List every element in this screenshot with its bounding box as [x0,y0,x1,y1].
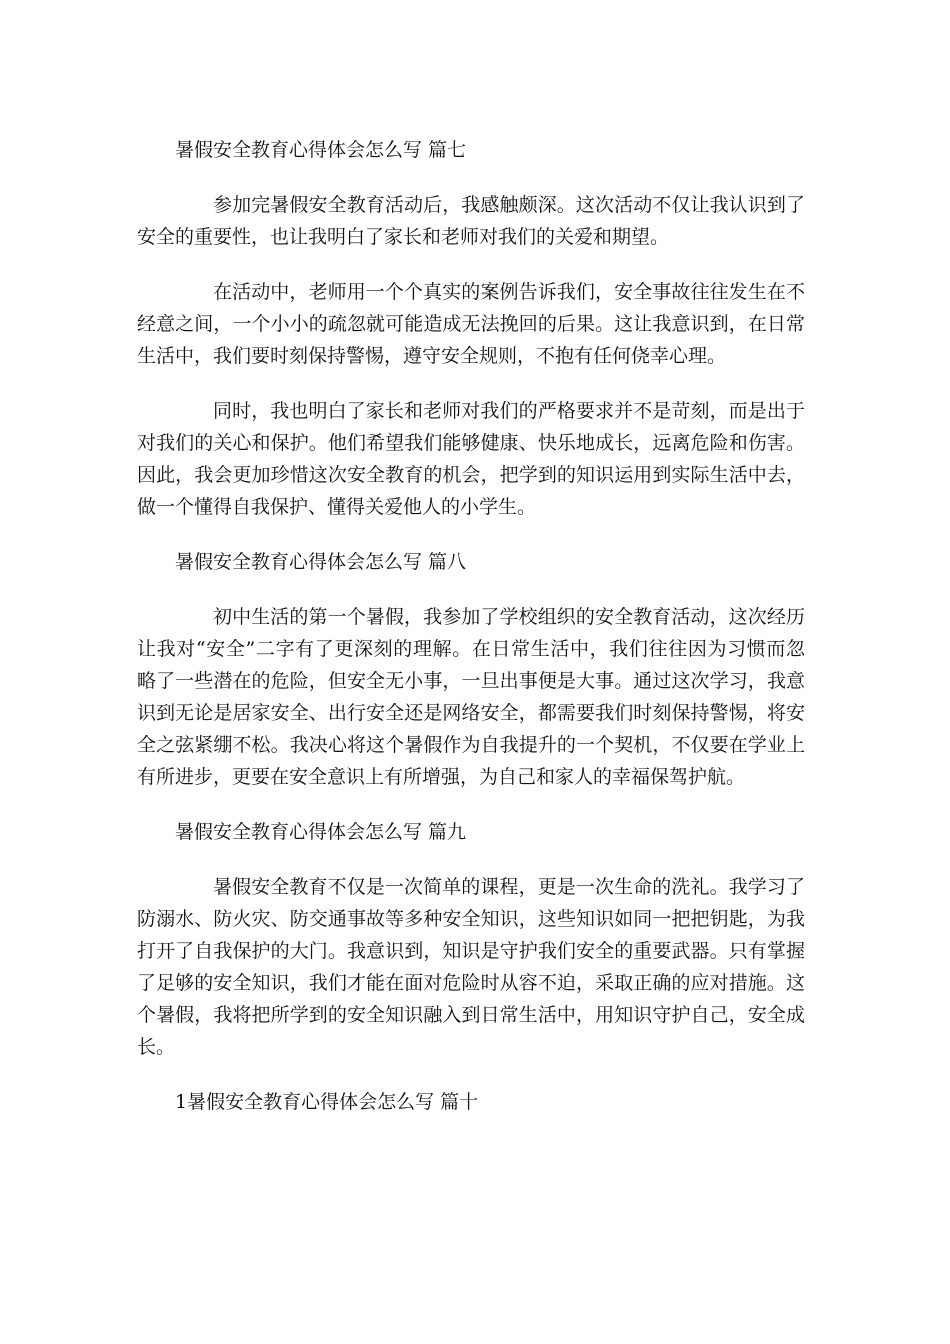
paragraph-line: 在活动中，老师用一个个真实的案例告诉我们，安全事故往往发生在不 [213,281,805,303]
paragraph [137,601,805,793]
paragraph-line: 对我们的关心和保护。他们希望我们能够健康、快乐地成长，远离危险和伤害。 [137,432,805,454]
paragraph [137,395,805,523]
paragraph-line: 暑假安全教育不仅是一次简单的课程，更是一次生命的洗礼。我学习了 [213,876,805,898]
paragraph-line: 识到无论是居家安全、出行安全还是网络安全，都需要我们时刻保持警惕，将安 [137,702,805,724]
paragraph-line: 全之弦紧绷不松。我决心将这个暑假作为自我提升的一个契机，不仅要在学业上 [137,734,805,756]
paragraph [137,276,805,372]
paragraph-line: 做一个懂得自我保护、懂得关爱他人的小学生。 [137,496,537,518]
paragraph-line: 初中生活的第一个暑假，我参加了学校组织的安全教育活动，这次经历 [213,606,805,628]
paragraph-line: 略了一些潜在的危险，但安全无小事，一旦出事便是大事。通过这次学习，我意 [137,670,805,692]
paragraph-line: 防溺水、防火灾、防交通事故等多种安全知识，这些知识如同一把把钥匙，为我 [137,908,805,930]
paragraph-line: 生活中，我们要时刻保持警惕，遵守安全规则，不抱有任何侥幸心理。 [137,345,727,367]
paragraph-line: 安全的重要性，也让我明白了家长和老师对我们的关爱和期望。 [137,226,670,248]
paragraph-line: 因此，我会更加珍惜这次安全教育的机会，把学到的知识运用到实际生活中去， [137,464,805,486]
document-body [137,134,805,1141]
paragraph-line: 有所进步，更要在安全意识上有所增强，为自己和家人的幸福保驾护航。 [137,766,746,788]
paragraph-line: 个暑假，我将把所学到的安全知识融入到日常生活中，用知识守护自己，安全成 [137,1004,805,1026]
section-heading: 暑假安全教育心得体会怎么写 篇九 [175,821,467,843]
paragraph-line: 同时，我也明白了家长和老师对我们的严格要求并不是苛刻，而是出于 [213,400,805,422]
paragraph-line: 让我对“安全”二字有了更深刻的理解。在日常生活中，我们往往因为习惯而忽 [137,638,805,660]
section-heading: 暑假安全教育心得体会怎么写 篇七 [175,139,467,161]
paragraph-line: 长。 [137,1036,176,1058]
paragraph-line: 了足够的安全知识，我们才能在面对危险时从容不迫，采取正确的应对措施。这 [137,972,805,994]
paragraph-line: 参加完暑假安全教育活动后，我感触颇深。这次活动不仅让我认识到了 [213,194,805,216]
paragraph [137,871,805,1063]
paragraph-line: 经意之间，一个小小的疏忽就可能造成无法挽回的后果。这让我意识到，在日常 [137,313,805,335]
paragraph [137,189,805,253]
paragraph-line: 打开了自我保护的大门。我意识到，知识是守护我们安全的重要武器。只有掌握 [137,940,805,962]
section-heading: 1暑假安全教育心得体会怎么写 篇十 [175,1091,479,1113]
section-heading: 暑假安全教育心得体会怎么写 篇八 [175,551,467,573]
